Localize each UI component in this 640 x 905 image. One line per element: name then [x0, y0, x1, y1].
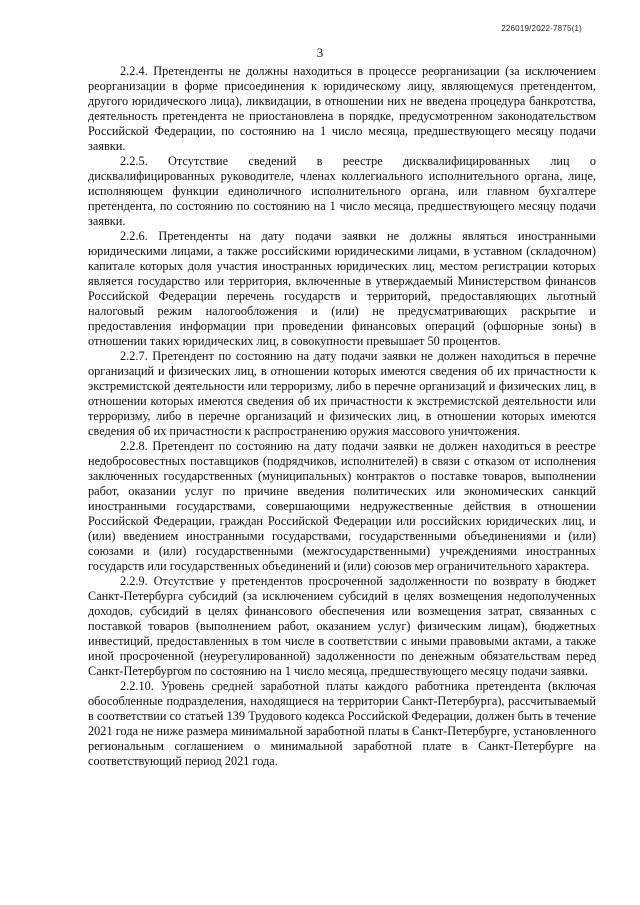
document-body: [88, 64, 596, 769]
paragraph-2-2-4: 2.2.4. Претенденты не должны находиться в процессе реорганизации (за исключением реорганизации в форме присоединения к юридическому лицу, являющемуся претендентом, другого юридического лица), ликвидации, в отношении них не введена процедура банкротства, деятельность претендента не приостановлена в порядке, предусмотренном законодательством Российской Федерации, по состоянию на 1 число месяца, предшествующего месяцу подачи заявки.: [88, 64, 596, 153]
page-number: 3: [316, 45, 324, 60]
paragraph-2-2-5: 2.2.5. Отсутствие сведений в реестре дисквалифицированных лиц о дисквалифицированных руководителе, членах коллегиального исполнительного органа, лице, исполняющем функции единоличного исполнительного органа, или главном бухгалтере претендента, по состоянию по состоянию на 1 число месяца, предшествующего месяцу подачи заявки.: [88, 154, 596, 228]
paragraph-2-2-7: 2.2.7. Претендент по состоянию на дату подачи заявки не должен находиться в перечне организаций и физических лиц, в отношении которых имеются сведения об их причастности к экстремистской деятельности или терроризму, либо в перечне организаций и физических лиц, в отношении которых имеются сведения об их причастности к экстремистской деятельности или терроризму, либо в перечне организаций и физических лиц, в отношении которых имеются сведения об их причастности к распространению оружия массового уничтожения.: [88, 349, 596, 438]
paragraph-2-2-6: 2.2.6. Претенденты на дату подачи заявки не должны являться иностранными юридическими лицами, а также российскими юридическими лицами, в уставном (складочном) капитале которых доля участия иностранных юридических лиц, местом регистрации которых является государство или территория, включенные в утверждаемый Министерством финансов Российской Федерации перечень государств и территорий, предоставляющих льготный налоговый режим налогообложения и (или) не предусматривающих раскрытие и предоставления информации при проведении финансовых операций (офшорные зоны) в отношении таких юридических лиц, в совокупности превышает 50 процентов.: [88, 229, 596, 348]
paragraph-2-2-8: 2.2.8. Претендент по состоянию на дату подачи заявки не должен находиться в реестре недобросовестных поставщиков (подрядчиков, исполнителей) в связи с отказом от исполнения заключенных государственных (муниципальных) контрактов о поставке товаров, выполнении работ, оказании услуг по причине введения политических или экономических санкций иностранными государствами, совершающими недружественные действия в отношении Российской Федерации, граждан Российской Федерации или российских юридических лиц, и (или) введением иностранными государствами, государственными объединениями и (или) союзами и (или) государственными (межгосударственными) учреждениями иностранных государств или государственных объединений и (или) союзов мер ограничительного характера.: [88, 439, 596, 573]
paragraph-2-2-9: 2.2.9. Отсутствие у претендентов просроченной задолженности по возврату в бюджет Санкт-Петербурга субсидий (за исключением субсидий в целях возмещения недополученных доходов, субсидий в целях финансового обеспечения или возмещения затрат, связанных с поставкой товаров (выполнением работ, оказанием услуг) физическим лицам), бюджетных инвестиций, предоставленных в том числе в соответствии с иными правовыми актами, а также иной просроченной (неурегулированной) задолженности по денежным обязательствам перед Санкт-Петербургом по состоянию на 1 число месяца, предшествующего месяцу подачи заявки.: [88, 574, 596, 678]
paragraph-2-2-10: 2.2.10. Уровень средней заработной платы каждого работника претендента (включая обособленные подразделения, находящиеся на территории Санкт-Петербурга), рассчитываемый в соответствии со статьей 139 Трудового кодекса Российской Федерации, должен быть в течение 2021 года не ниже размера минимальной заработной платы в Санкт-Петербурге, установленного региональным соглашением о минимальной заработной плате в Санкт-Петербурге на соответствующий период 2021 года.: [88, 679, 596, 768]
document-registration-number: 226019/2022-7875(1): [501, 24, 582, 33]
